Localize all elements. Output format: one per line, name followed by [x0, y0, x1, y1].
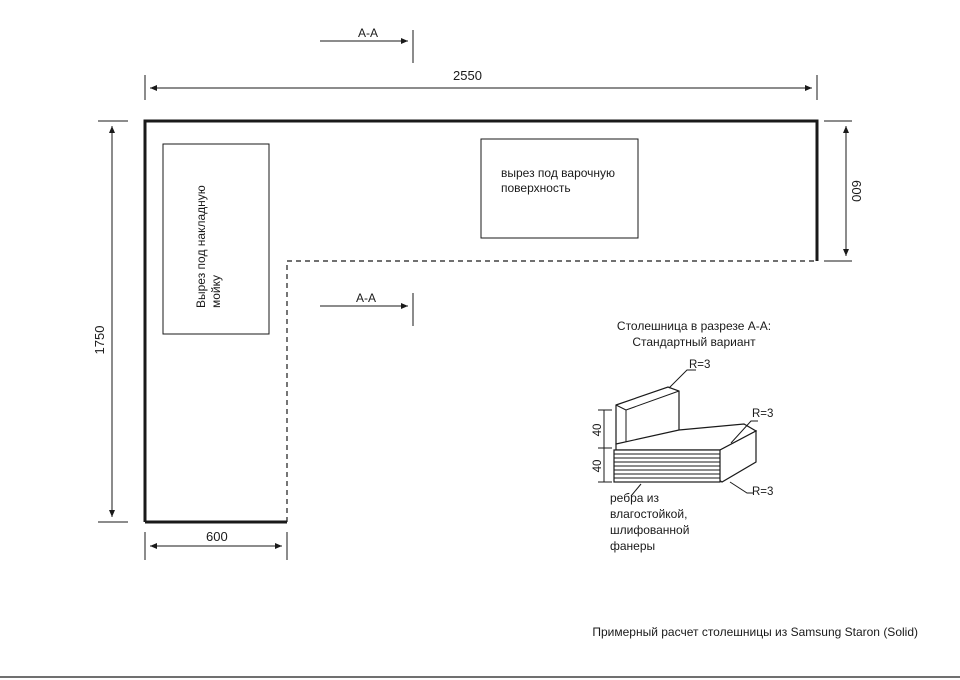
radius-label-mid: R=3 — [752, 408, 774, 420]
section-subtitle: Стандартный вариант — [632, 335, 756, 349]
section-height-lower: 40 — [592, 459, 604, 473]
dimension-right-depth-label: 600 — [849, 180, 864, 202]
cooktop-cutout-label-line2: поверхность — [501, 181, 571, 195]
section-view — [592, 319, 773, 553]
sink-cutout-label-line2: мойку — [209, 274, 223, 308]
section-mark-mid-label: A-A — [356, 291, 377, 305]
section-note-line1: ребра из — [610, 491, 659, 505]
section-mark-top — [320, 26, 413, 63]
dimension-total-depth-label: 1750 — [92, 325, 107, 355]
radius-label-bottom: R=3 — [752, 486, 774, 498]
section-mark-mid — [320, 291, 413, 326]
section-title: Столешница в разрезе А-А: — [616, 319, 772, 333]
plywood-ribs — [614, 450, 720, 482]
sink-cutout-label-line1: Вырез под накладную — [194, 185, 208, 308]
dimension-right-depth — [824, 121, 864, 261]
dimension-total-length — [145, 68, 817, 100]
footer-caption: Примерный расчет столешницы из Samsung Staron (Solid) — [592, 625, 918, 639]
section-note-line3: шлифованной — [610, 523, 690, 537]
sink-cutout — [163, 144, 269, 334]
section-mark-top-label: A-A — [358, 26, 379, 40]
dimension-bottom-width — [145, 529, 287, 560]
section-note-line2: влагостойкой, — [610, 507, 688, 521]
section-height-upper: 40 — [592, 423, 604, 437]
dimension-total-length-label: 2550 — [453, 68, 482, 83]
dimension-total-depth — [92, 121, 128, 522]
cooktop-cutout-label-line1: вырез под варочную — [501, 166, 616, 180]
cooktop-cutout — [481, 139, 638, 238]
dimension-bottom-width-label: 600 — [206, 529, 228, 544]
radius-label-top: R=3 — [689, 359, 711, 371]
section-note-line4: фанеры — [610, 539, 656, 553]
